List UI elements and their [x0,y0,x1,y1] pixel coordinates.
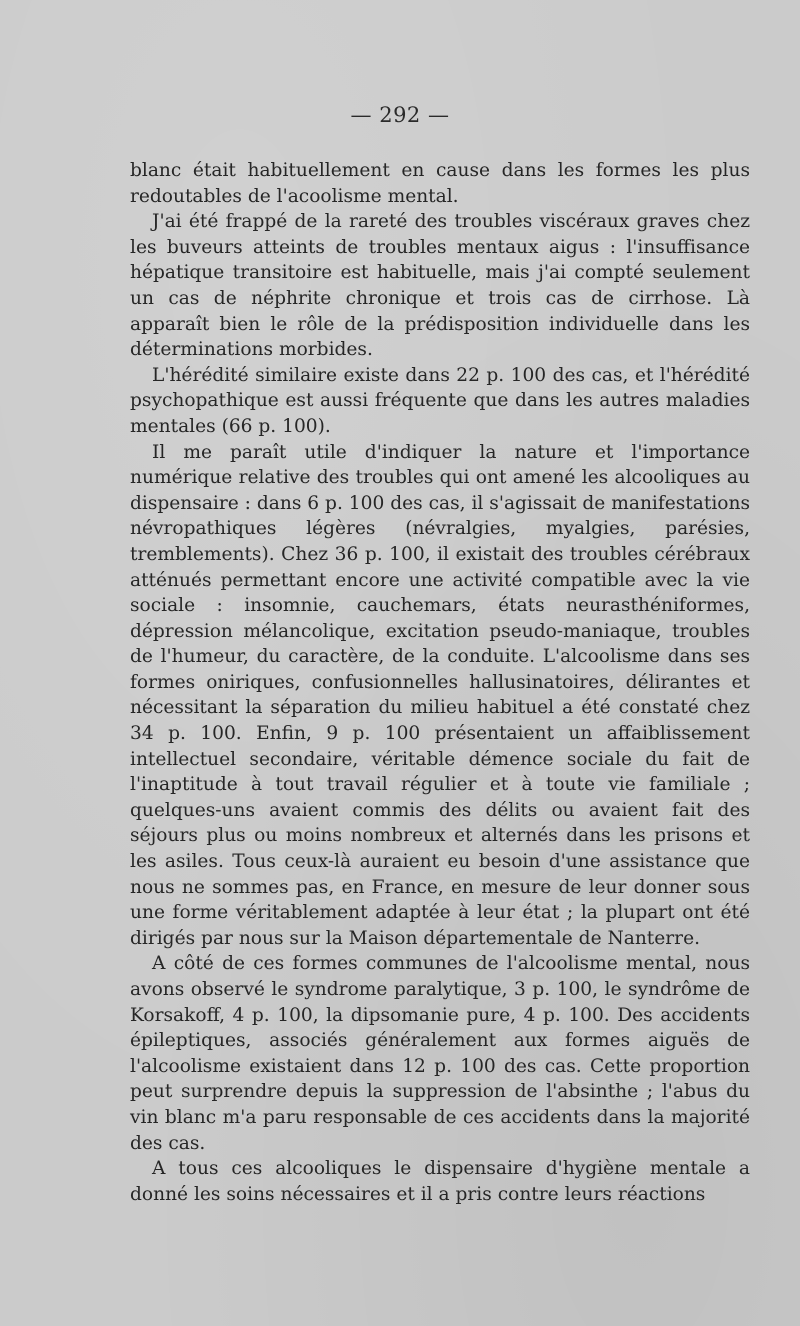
paragraph-1: blanc était habituellement en cause dans les formes les plus redoutables de l'acoolisme mental. [130,160,750,207]
paragraph-4: Il me paraît utile d'indiquer la nature et l'importance numérique relative des troubles qui ont amené les alcooliques au dispensaire : dans 6 p. 100 des cas, il s'agissait de manifestations névropathiques légères (névralgies, myalgies, parésies, tremblements). Chez 36 p. 100, il existait des troubles cérébraux atténués permettant encore une activité compatible avec la vie sociale : insomnie, cauchemars, états neurasthéniformes, dépression mélancolique, excitation pseudo-maniaque, troubles de l'humeur, du caractère, de la conduite. L'alcoolisme dans ses formes oniriques, confusionnelles hallusinatoires, délirantes et nécessitant la séparation du milieu habituel a été constaté chez 34 p. 100. Enfin, 9 p. 100 présentaient un affaiblissement intellectuel secondaire, véritable démence sociale du fait de l'inaptitude à tout travail régulier et à toute vie familiale ; quelques-uns avaient commis des délits ou avaient fait des séjours plus ou moins nombreux et alternés dans les prisons et les asiles. Tous ceux-là auraient eu besoin d'une assistance que nous ne sommes pas, en France, en mesure de leur donner sous une forme véritablement adaptée à leur état ; la plupart ont été dirigés par nous sur la Maison départementale de Nanterre. [130,441,750,949]
paragraph-6: A tous ces alcooliques le dispensaire d'hygiène mentale a donné les soins nécessaires et il a pris contre leurs réactions [130,1158,750,1205]
paragraph-2: J'ai été frappé de la rareté des troubles viscéraux graves chez les buveurs atteints de troubles mentaux aigus : l'insuffisance hépatique transitoire est habituelle, mais j'ai compté seulement un cas de néphrite chronique et trois cas de cirrhose. Là apparaît bien le rôle de la prédisposition individuelle dans les déterminations morbides. [130,211,750,361]
page-number: — 292 — [350,103,450,127]
body-text [130,158,750,1207]
paragraph-3: L'hérédité similaire existe dans 22 p. 100 des cas, et l'hérédité psychopathique est aussi fréquente que dans les autres maladies mentales (66 p. 100). [130,364,750,437]
paragraph-5: A côté de ces formes communes de l'alcoolisme mental, nous avons observé le syndrome paralytique, 3 p. 100, le syndrôme de Korsakoff, 4 p. 100, la dipsomanie pure, 4 p. 100. Des accidents épileptiques, associés généralement aux formes aiguës de l'alcoolisme existaient dans 12 p. 100 des cas. Cette proportion peut surprendre depuis la suppression de l'absinthe ; l'abus du vin blanc m'a paru responsable de ces accidents dans la majorité des cas. [130,953,750,1154]
